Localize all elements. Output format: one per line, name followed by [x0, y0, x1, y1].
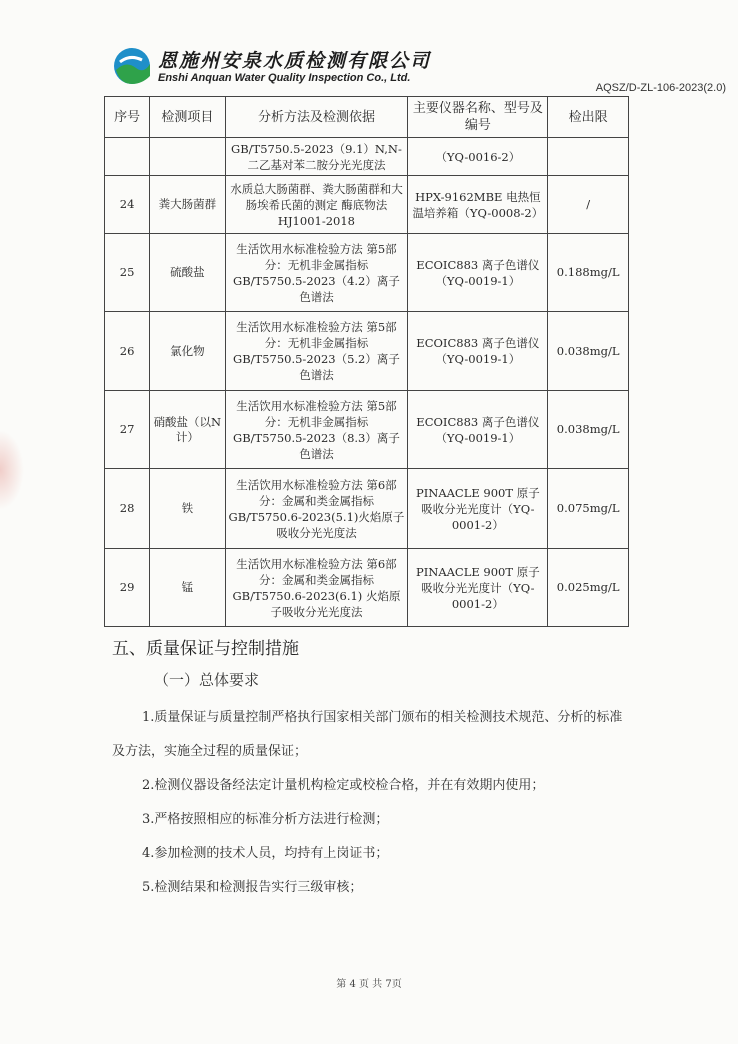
col-header-item: 检测项目	[150, 97, 225, 138]
cell-instrument: ECOIC883 离子色谱仪（YQ-0019-1）	[408, 234, 548, 312]
detection-methods-table	[104, 96, 629, 627]
cell-limit	[548, 138, 629, 176]
requirement-item: 4.参加检测的技术人员，均持有上岗证书；	[142, 846, 389, 861]
cell-no: 27	[105, 391, 150, 469]
page-number: 第 4 页 共 7页	[336, 979, 402, 990]
cell-limit: 0.025mg/L	[548, 549, 629, 627]
cell-instrument: （YQ-0016-2）	[408, 138, 548, 176]
section-heading: 五、质量保证与控制措施	[112, 639, 299, 659]
col-header-instrument: 主要仪器名称、型号及编号	[408, 97, 548, 138]
cell-instrument: HPX-9162MBE 电热恒温培养箱（YQ-0008-2）	[408, 176, 548, 234]
cell-method: 生活饮用水标准检验方法 第5部分：无机非金属指标 GB/T5750.5-2023（4.2）离子色谱法	[225, 234, 408, 312]
col-header-method: 分析方法及检测依据	[225, 97, 408, 138]
company-name-cn: 恩施州安泉水质检测有限公司	[158, 50, 432, 72]
requirement-item: 5.检测结果和检测报告实行三级审核；	[142, 880, 363, 895]
cell-item	[150, 138, 225, 176]
table-row	[105, 234, 629, 312]
cell-limit: 0.038mg/L	[548, 312, 629, 391]
cell-limit: /	[548, 176, 629, 234]
cell-item: 硝酸盐（以N计）	[150, 391, 225, 469]
cell-instrument: PINAACLE 900T 原子吸收分光光度计（YQ-0001-2）	[408, 549, 548, 627]
cell-no: 29	[105, 549, 150, 627]
requirement-item: 1.质量保证与质量控制严格执行国家相关部门颁布的相关检测技术规范、分析的标准及方法，实施全过程的质量保证；	[112, 710, 623, 759]
requirement-item: 2.检测仪器设备经法定计量机构检定或校检合格，并在有效期内使用；	[142, 778, 545, 793]
col-header-limit: 检出限	[548, 97, 629, 138]
requirement-item: 3.严格按照相应的标准分析方法进行检测；	[142, 812, 389, 827]
cell-instrument: PINAACLE 900T 原子吸收分光光度计（YQ-0001-2）	[408, 469, 548, 549]
cell-instrument: ECOIC883 离子色谱仪（YQ-0019-1）	[408, 312, 548, 391]
cell-no: 24	[105, 176, 150, 234]
cell-method: GB/T5750.5-2023（9.1）N,N-二乙基对苯二胺分光光度法	[225, 138, 408, 176]
cell-limit: 0.075mg/L	[548, 469, 629, 549]
cell-item: 氯化物	[150, 312, 225, 391]
cell-method: 生活饮用水标准检验方法 第5部分：无机非金属指标 GB/T5750.5-2023（8.3）离子色谱法	[225, 391, 408, 469]
cell-no: 26	[105, 312, 150, 391]
cell-method: 生活饮用水标准检验方法 第5部分：无机非金属指标 GB/T5750.5-2023（5.2）离子色谱法	[225, 312, 408, 391]
cell-no: 25	[105, 234, 150, 312]
document-code: AQSZ/D-ZL-106-2023(2.0)	[595, 82, 726, 94]
cell-method: 生活饮用水标准检验方法 第6部分：金属和类金属指标 GB/T5750.6-2023(6.1) 火焰原子吸收分光光度法	[225, 549, 408, 627]
table-row	[105, 469, 629, 549]
table-row	[105, 391, 629, 469]
cell-item: 铁	[150, 469, 225, 549]
cell-item: 硫酸盐	[150, 234, 225, 312]
cell-no	[105, 138, 150, 176]
table-row	[105, 176, 629, 234]
subsection-heading: （一）总体要求	[154, 671, 260, 689]
company-name-en: Enshi Anquan Water Quality Inspection Co., Ltd.	[158, 72, 411, 84]
letterhead	[112, 44, 632, 100]
table-row	[105, 312, 629, 391]
cell-item: 粪大肠菌群	[150, 176, 225, 234]
cell-no: 28	[105, 469, 150, 549]
cell-limit: 0.188mg/L	[548, 234, 629, 312]
company-logo-icon	[112, 46, 152, 86]
cell-instrument: ECOIC883 离子色谱仪（YQ-0019-1）	[408, 391, 548, 469]
cell-item: 锰	[150, 549, 225, 627]
cell-limit: 0.038mg/L	[548, 391, 629, 469]
col-header-no: 序号	[105, 97, 150, 138]
seal-stamp-edge	[0, 430, 24, 510]
cell-method: 水质总大肠菌群、粪大肠菌群和大肠埃希氏菌的测定 酶底物法 HJ1001-2018	[225, 176, 408, 234]
table-row	[105, 549, 629, 627]
table-header-row	[105, 97, 629, 138]
cell-method: 生活饮用水标准检验方法 第6部分：金属和类金属指标 GB/T5750.6-2023(5.1)火焰原子吸收分光光度法	[225, 469, 408, 549]
table-row	[105, 138, 629, 176]
